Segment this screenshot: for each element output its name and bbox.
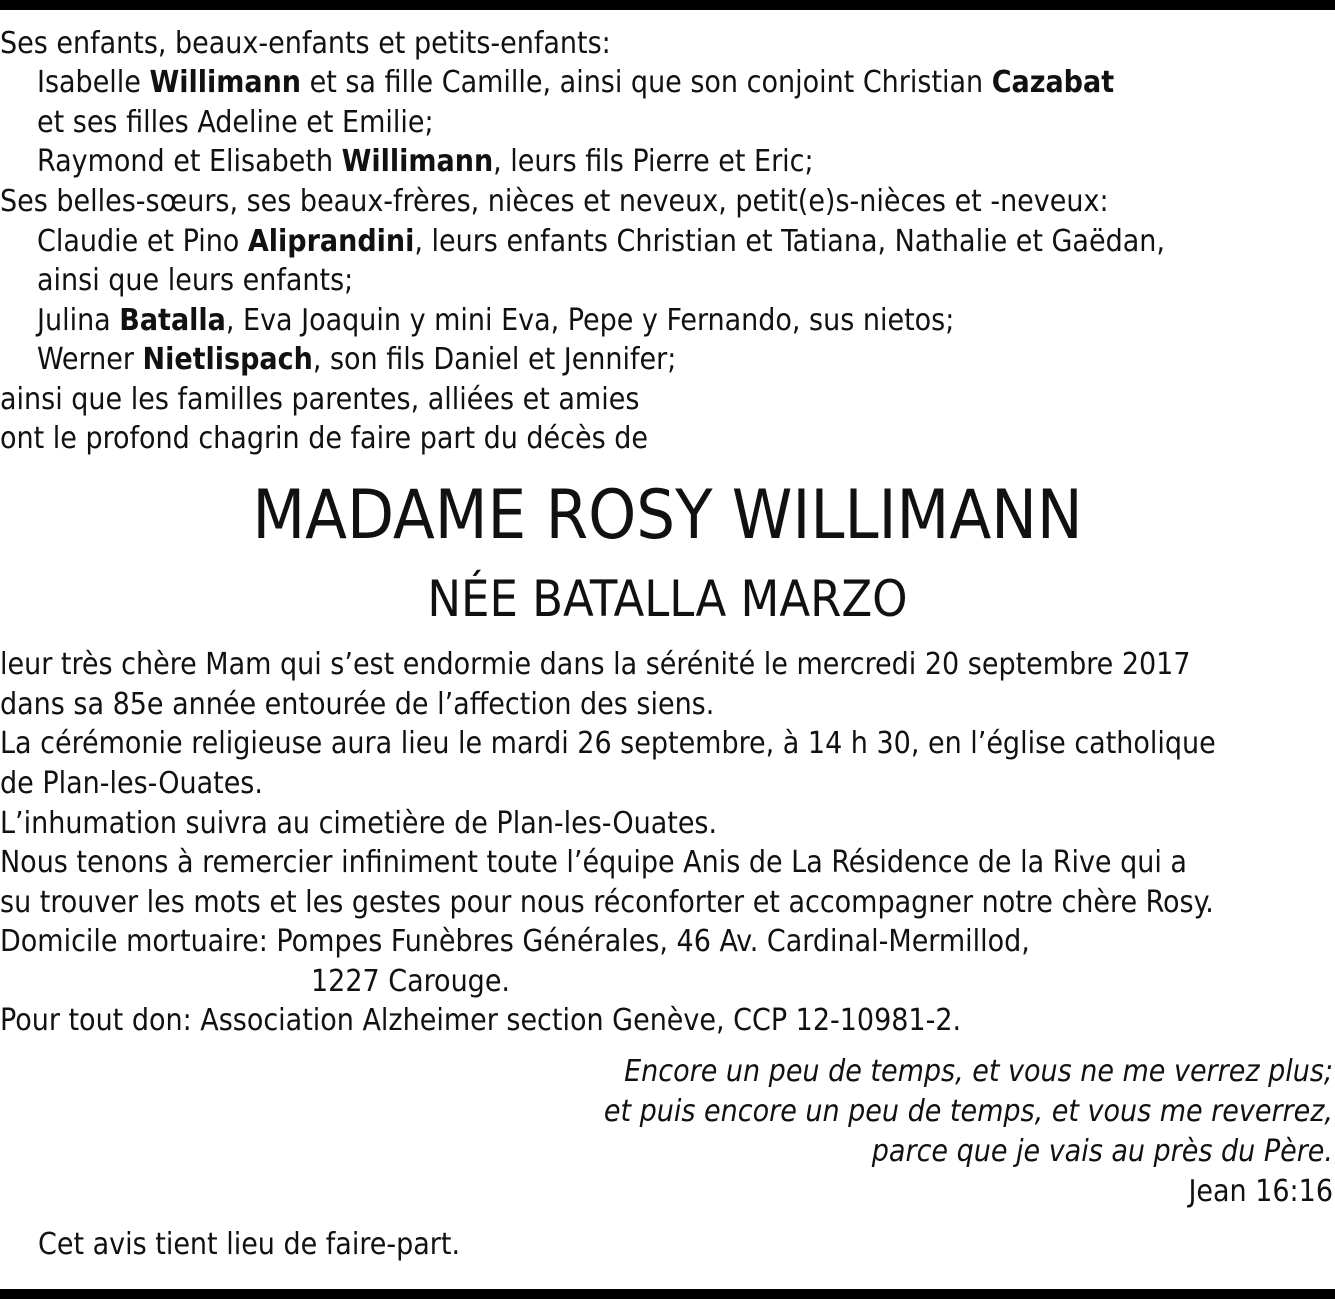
family-line — [0, 380, 639, 420]
body-line: su trouver les mots et les gestes pour nous réconforter et accompagner notre chère Rosy. — [0, 885, 1214, 920]
family-line — [37, 301, 954, 341]
bible-quote-line-1: Encore un peu de temps, et vous ne me verrez plus; — [624, 1054, 1333, 1089]
family-text: Ses belles-sœurs, ses beaux-frères, nièces et neveux, petit(e)s-nièces et -neveux: — [0, 184, 1109, 219]
bible-quote-line-3: parce que je vais au près du Père. — [871, 1134, 1333, 1169]
family-line — [0, 182, 1109, 222]
body-line: leur très chère Mam qui s’est endormie dans la sérénité le mercredi 20 septembre 2017 — [0, 647, 1191, 682]
family-text: Ses enfants, beaux-enfants et petits-enfants: — [0, 26, 611, 61]
family-surname: Cazabat — [991, 65, 1115, 100]
family-text: Raymond et Elisabeth — [37, 144, 342, 179]
family-line — [37, 222, 1165, 262]
family-text: Julina — [37, 303, 120, 338]
body-line: dans sa 85e année entourée de l’affection des siens. — [0, 687, 715, 722]
family-surname: Willimann — [149, 65, 302, 100]
family-text: ainsi que leurs enfants; — [37, 263, 354, 298]
family-text: ont le profond chagrin de faire part du décès de — [0, 421, 649, 456]
family-text: ainsi que les familles parentes, alliées et amies — [0, 382, 640, 417]
family-line — [37, 261, 353, 301]
body-line: Nous tenons à remercier infiniment toute l’équipe Anis de La Résidence de la Rive qui a — [0, 845, 1187, 880]
family-text: Werner — [37, 342, 143, 377]
family-line — [37, 63, 1114, 103]
family-text: , leurs fils Pierre et Eric; — [493, 144, 814, 179]
footer-note: Cet avis tient lieu de faire-part. — [38, 1227, 461, 1262]
body-line: L’inhumation suivra au cimetière de Plan-les-Ouates. — [0, 806, 718, 841]
family-text: Claudie et Pino — [37, 224, 248, 259]
family-text: , Eva Joaquin y mini Eva, Pepe y Fernando, sus nietos; — [225, 303, 955, 338]
maiden-name: NÉE BATALLA MARZO — [427, 570, 908, 628]
family-text: et sa fille Camille, ainsi que son conjoint Christian — [301, 65, 992, 100]
family-line — [37, 340, 676, 380]
body-line: Pour tout don: Association Alzheimer section Genève, CCP 12-10981-2. — [0, 1003, 962, 1038]
bottom-rule — [0, 1289, 1335, 1299]
family-surname: Aliprandini — [247, 224, 415, 259]
body-line: 1227 Carouge. — [311, 964, 510, 999]
bible-quote-line-2: et puis encore un peu de temps, et vous me reverrez, — [603, 1094, 1333, 1129]
body-line: Domicile mortuaire: Pompes Funèbres Générales, 46 Av. Cardinal-Mermillod, — [0, 924, 1030, 959]
bible-reference: Jean 16:16 — [1188, 1174, 1333, 1209]
family-text: Isabelle — [37, 65, 150, 100]
family-line — [37, 142, 814, 182]
family-line — [37, 103, 434, 143]
family-line — [0, 24, 611, 64]
top-rule — [0, 0, 1335, 10]
family-text: , son fils Daniel et Jennifer; — [312, 342, 677, 377]
body-line: La cérémonie religieuse aura lieu le mardi 26 septembre, à 14 h 30, en l’église catholique — [0, 726, 1216, 761]
family-surname: Batalla — [119, 303, 226, 338]
family-text: et ses filles Adeline et Emilie; — [37, 105, 434, 140]
deceased-name: MADAME ROSY WILLIMANN — [252, 476, 1083, 555]
family-line — [0, 419, 648, 459]
family-surname: Willimann — [341, 144, 494, 179]
body-line: de Plan-les-Ouates. — [0, 766, 263, 801]
family-text: , leurs enfants Christian et Tatiana, Nathalie et Gaëdan, — [414, 224, 1165, 259]
family-surname: Nietlispach — [142, 342, 313, 377]
